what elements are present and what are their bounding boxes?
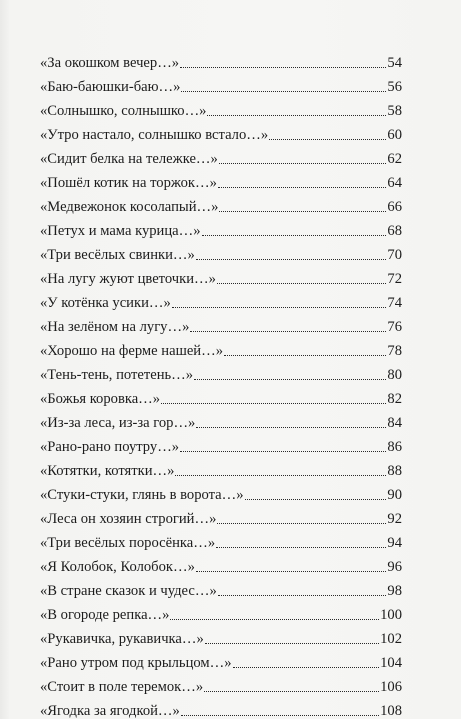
dot-leader <box>161 403 386 404</box>
toc-entry-title: «В огороде репка…» <box>40 607 170 623</box>
dot-leader <box>181 715 379 716</box>
toc-entry-title: «Три весёлых свинки…» <box>40 247 195 263</box>
toc-entry <box>40 599 402 623</box>
toc-entry <box>40 167 402 191</box>
toc-entry-page-number: 62 <box>387 151 402 167</box>
toc-entry-title: «Рукавичка, рукавичка…» <box>40 631 204 647</box>
dot-leader <box>196 571 387 572</box>
toc-entry-page-number: 106 <box>380 679 402 695</box>
toc-entry-title: «На зелёном на лугу…» <box>40 319 190 335</box>
toc-entry <box>40 623 402 647</box>
toc-entry <box>40 647 402 671</box>
toc-entry-page-number: 68 <box>387 223 402 239</box>
dot-leader <box>194 379 386 380</box>
toc-entry-page-number: 84 <box>387 415 402 431</box>
toc-entry-title: «Ягодка за ягодкой…» <box>40 703 180 719</box>
toc-entry <box>40 311 402 335</box>
toc-entry-title: «Стуки-стуки, глянь в ворота…» <box>40 487 244 503</box>
dot-leader <box>219 211 386 212</box>
toc-entry-page-number: 82 <box>387 391 402 407</box>
toc-entry-title: «У котёнка усики…» <box>40 295 171 311</box>
toc-entry-title: «Из-за леса, из-за гор…» <box>40 415 196 431</box>
dot-leader <box>216 547 386 548</box>
dot-leader <box>205 643 379 644</box>
dot-leader <box>170 619 379 620</box>
toc-entry-page-number: 100 <box>380 607 402 623</box>
dot-leader <box>180 67 386 68</box>
toc-entry-title: «Рано утром под крыльцом…» <box>40 655 232 671</box>
toc-entry <box>40 527 402 551</box>
toc-entry-title: «На лугу жуют цветочки…» <box>40 271 216 287</box>
table-of-contents <box>40 47 402 719</box>
toc-entry <box>40 143 402 167</box>
dot-leader <box>245 499 387 500</box>
toc-entry <box>40 695 402 719</box>
toc-entry-page-number: 64 <box>387 175 402 191</box>
toc-entry-page-number: 108 <box>380 703 402 719</box>
toc-entry-page-number: 70 <box>387 247 402 263</box>
toc-entry <box>40 359 402 383</box>
dot-leader <box>218 187 387 188</box>
toc-entry-page-number: 54 <box>387 55 402 71</box>
toc-entry <box>40 479 402 503</box>
toc-entry <box>40 119 402 143</box>
toc-entry-page-number: 88 <box>387 463 402 479</box>
toc-entry-page-number: 94 <box>387 535 402 551</box>
toc-entry-page-number: 60 <box>387 127 402 143</box>
toc-entry <box>40 191 402 215</box>
toc-entry-page-number: 86 <box>387 439 402 455</box>
toc-entry-page-number: 76 <box>387 319 402 335</box>
toc-entry-title: «Котятки, котятки…» <box>40 463 175 479</box>
toc-entry-title: «Утро настало, солнышко встало…» <box>40 127 269 143</box>
dot-leader <box>218 595 387 596</box>
dot-leader <box>233 667 380 668</box>
toc-entry <box>40 215 402 239</box>
toc-entry <box>40 239 402 263</box>
toc-entry <box>40 671 402 695</box>
dot-leader <box>202 235 387 236</box>
toc-entry-title: «Пошёл котик на торжок…» <box>40 175 217 191</box>
toc-entry-page-number: 66 <box>387 199 402 215</box>
toc-entry <box>40 407 402 431</box>
dot-leader <box>217 283 386 284</box>
toc-entry <box>40 287 402 311</box>
toc-entry-page-number: 90 <box>387 487 402 503</box>
dot-leader <box>175 475 386 476</box>
toc-entry-page-number: 74 <box>387 295 402 311</box>
toc-entry <box>40 575 402 599</box>
dot-leader <box>269 139 386 140</box>
dot-leader <box>172 307 387 308</box>
toc-entry <box>40 95 402 119</box>
toc-entry-title: «За окошком вечер…» <box>40 55 180 71</box>
toc-entry-page-number: 98 <box>387 583 402 599</box>
toc-entry <box>40 263 402 287</box>
toc-entry-title: «Божья коровка…» <box>40 391 161 407</box>
dot-leader <box>181 91 386 92</box>
toc-entry-title: «Медвежонок косолапый…» <box>40 199 219 215</box>
toc-entry <box>40 431 402 455</box>
toc-entry <box>40 455 402 479</box>
dot-leader <box>196 427 386 428</box>
dot-leader <box>224 355 386 356</box>
toc-entry-page-number: 78 <box>387 343 402 359</box>
toc-entry <box>40 383 402 407</box>
dot-leader <box>207 115 386 116</box>
dot-leader <box>217 523 386 524</box>
dot-leader <box>190 331 386 332</box>
toc-entry-title: «В стране сказок и чудес…» <box>40 583 217 599</box>
toc-entry-title: «Солнышко, солнышко…» <box>40 103 207 119</box>
toc-entry-title: «Петух и мама курица…» <box>40 223 201 239</box>
toc-entry-page-number: 104 <box>380 655 402 671</box>
toc-entry-page-number: 72 <box>387 271 402 287</box>
toc-entry-title: «Леса он хозяин строгий…» <box>40 511 217 527</box>
toc-entry-page-number: 102 <box>380 631 402 647</box>
dot-leader <box>196 259 387 260</box>
toc-entry <box>40 335 402 359</box>
toc-entry <box>40 47 402 71</box>
toc-entry-title: «Рано-рано поутру…» <box>40 439 180 455</box>
toc-entry-page-number: 80 <box>387 367 402 383</box>
toc-entry-page-number: 56 <box>387 79 402 95</box>
toc-entry-page-number: 58 <box>387 103 402 119</box>
dot-leader <box>204 691 379 692</box>
toc-entry <box>40 551 402 575</box>
toc-entry <box>40 503 402 527</box>
dot-leader <box>219 163 387 164</box>
toc-entry-title: «Баю-баюшки-баю…» <box>40 79 181 95</box>
toc-entry-page-number: 92 <box>387 511 402 527</box>
toc-entry <box>40 71 402 95</box>
toc-entry-title: «Три весёлых поросёнка…» <box>40 535 216 551</box>
toc-entry-title: «Тень-тень, потетень…» <box>40 367 194 383</box>
toc-entry-title: «Я Колобок, Колобок…» <box>40 559 195 575</box>
dot-leader <box>180 451 386 452</box>
toc-entry-title: «Сидит белка на тележке…» <box>40 151 218 167</box>
toc-entry-title: «Стоит в поле теремок…» <box>40 679 204 695</box>
toc-entry-page-number: 96 <box>387 559 402 575</box>
toc-entry-title: «Хорошо на ферме нашей…» <box>40 343 223 359</box>
